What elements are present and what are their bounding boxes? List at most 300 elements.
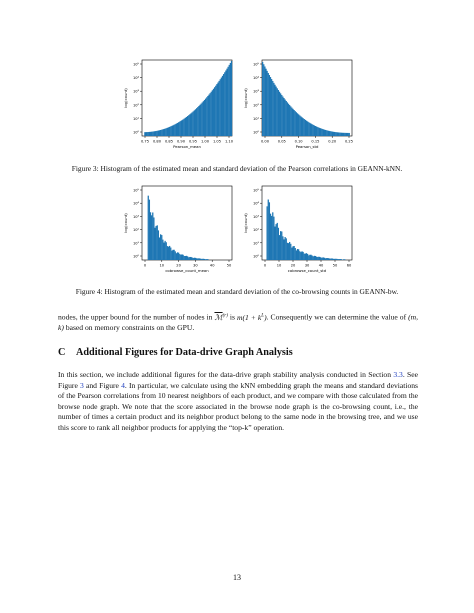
- histogram-bar: [162, 129, 163, 136]
- histogram-bar: [308, 122, 309, 136]
- histogram-bar: [168, 247, 169, 260]
- x-tick-label: 0.00: [260, 139, 270, 144]
- histogram-bar: [333, 259, 334, 260]
- histogram-bar: [348, 133, 349, 136]
- histogram-bar: [177, 252, 178, 260]
- histogram-bar: [211, 92, 212, 136]
- histogram-bar: [203, 101, 204, 136]
- y-tick-label: 10⁰: [252, 130, 259, 135]
- y-tick-label: 10⁴: [252, 76, 259, 81]
- x-tick-label: 1.10: [224, 139, 234, 144]
- y-tick-label: 10²: [252, 228, 259, 233]
- histogram-bar: [300, 116, 301, 136]
- histogram-bar: [187, 256, 188, 260]
- histogram-bar: [149, 132, 150, 136]
- histogram-bar: [312, 124, 313, 136]
- section-title: Additional Figures for Data-drive Graph Analysis: [76, 347, 293, 358]
- histogram-bar: [288, 104, 289, 136]
- histogram-bar: [310, 124, 311, 136]
- histogram-bar: [346, 133, 347, 136]
- histogram-bar: [196, 258, 197, 260]
- histogram-bar: [280, 93, 281, 136]
- histogram-bar: [310, 255, 311, 260]
- histogram-bar: [319, 128, 320, 136]
- histogram-bar: [288, 243, 289, 260]
- histogram-bar: [170, 126, 171, 136]
- histogram-bar: [323, 129, 324, 136]
- histogram-bar: [300, 252, 301, 260]
- histogram-bar: [305, 120, 306, 136]
- x-tick-label: 0.75: [140, 139, 150, 144]
- histogram-bar: [279, 92, 280, 136]
- histogram-bar: [154, 228, 155, 260]
- histogram-bar: [186, 117, 187, 136]
- x-axis-label: Pearson_mean: [173, 144, 201, 149]
- figure3-ref-link[interactable]: 3: [80, 380, 84, 390]
- section-ref-link[interactable]: 3.3: [393, 370, 403, 379]
- histogram-bar: [167, 128, 168, 136]
- y-tick-label: 10⁰: [252, 254, 259, 259]
- histogram-bar: [223, 74, 224, 136]
- histogram-bar: [175, 251, 176, 260]
- y-tick-label: 10²: [132, 103, 139, 108]
- histogram-bar: [278, 90, 279, 136]
- histogram-bar: [152, 212, 153, 260]
- x-tick-label: 10: [159, 263, 165, 268]
- histogram-bar: [324, 258, 325, 260]
- y-tick-label: 10⁴: [132, 76, 139, 81]
- histogram-bar: [197, 107, 198, 136]
- histogram-bar: [189, 257, 190, 260]
- y-tick-label: 10⁴: [252, 201, 259, 206]
- y-axis-label: log(count): [243, 213, 248, 233]
- histogram-bar: [205, 99, 206, 136]
- histogram-bar: [335, 259, 336, 260]
- histogram-bar: [172, 125, 173, 136]
- histogram-bar: [325, 258, 326, 260]
- histogram-bar: [156, 226, 157, 260]
- histogram-bar: [188, 257, 189, 260]
- histogram-bar: [208, 95, 209, 136]
- histogram-bar: [192, 112, 193, 136]
- histogram-bar: [292, 246, 293, 260]
- histogram-bar: [149, 200, 150, 260]
- page-number: 13: [233, 573, 241, 582]
- histogram-bar: [344, 133, 345, 136]
- histogram-bar: [273, 83, 274, 136]
- histogram-bar: [193, 111, 194, 136]
- histogram-bar: [295, 248, 296, 260]
- histogram-bar: [326, 258, 327, 260]
- histogram-bar: [219, 81, 220, 136]
- section-heading: [58, 347, 293, 358]
- histogram-bar: [158, 131, 159, 136]
- histogram-bar: [326, 130, 327, 136]
- histogram-bar: [340, 259, 341, 260]
- histogram-bar: [287, 243, 288, 260]
- histogram-bar: [179, 254, 180, 260]
- histogram-bar: [323, 257, 324, 260]
- histogram-bar: [308, 255, 309, 260]
- histogram-bar: [274, 85, 275, 136]
- histogram-bar: [150, 132, 151, 136]
- x-tick-label: 40: [318, 263, 324, 268]
- histogram-bar: [207, 259, 208, 260]
- histogram-bar: [198, 258, 199, 260]
- histogram-bar: [270, 77, 271, 136]
- x-tick-label: 0: [263, 263, 267, 268]
- histogram-bar: [282, 97, 283, 136]
- histogram-bar: [197, 258, 198, 260]
- histogram-bar: [299, 251, 300, 260]
- histogram-bar: [281, 231, 282, 260]
- histogram-bar: [331, 131, 332, 136]
- histogram-bar: [169, 246, 170, 260]
- histogram-bar: [204, 100, 205, 136]
- x-tick-label: 10: [276, 263, 282, 268]
- histogram-bar: [299, 115, 300, 136]
- histogram-bar: [180, 121, 181, 136]
- histogram-bar: [159, 130, 160, 136]
- histogram-bar: [279, 235, 280, 260]
- x-tick-label: 1.05: [212, 139, 222, 144]
- histogram-bar: [195, 258, 196, 260]
- histogram-bar: [148, 132, 149, 136]
- histogram-bar: [281, 95, 282, 136]
- histogram-bar: [184, 119, 185, 136]
- histogram-bar: [343, 133, 344, 136]
- histogram-bar: [165, 241, 166, 260]
- histogram-bar: [283, 98, 284, 136]
- histogram-bar: [152, 132, 153, 136]
- histogram-bar: [282, 236, 283, 260]
- histogram-bar: [203, 259, 204, 260]
- y-axis-label: log(count): [123, 88, 128, 108]
- histogram-bar: [296, 112, 297, 136]
- histogram-bar: [175, 124, 176, 136]
- y-tick-label: 10¹: [132, 241, 139, 246]
- histogram-bar: [160, 130, 161, 136]
- figure4-ref-link[interactable]: 4: [121, 380, 125, 390]
- histogram-bar: [285, 237, 286, 260]
- histogram-bar: [172, 250, 173, 260]
- histogram-bar: [185, 256, 186, 260]
- histogram-bar: [184, 256, 185, 260]
- histogram-bar: [190, 113, 191, 136]
- histogram-bar: [151, 132, 152, 136]
- x-tick-label: 0.90: [176, 139, 186, 144]
- histogram-bar: [171, 251, 172, 260]
- histogram-bar: [339, 132, 340, 136]
- histogram-bar: [215, 86, 216, 136]
- histogram-bar: [214, 87, 215, 136]
- histogram-bar: [202, 102, 203, 136]
- histogram-bar: [193, 258, 194, 260]
- histogram-bar: [166, 242, 167, 260]
- histogram-bar: [317, 257, 318, 260]
- histogram-bar: [333, 132, 334, 136]
- histogram-bar: [290, 244, 291, 260]
- histogram-bar: [309, 123, 310, 136]
- histogram-bar: [292, 109, 293, 136]
- histogram-bar: [178, 253, 179, 260]
- histogram-bar: [177, 123, 178, 136]
- histogram-bar: [183, 119, 184, 136]
- histogram-bar: [179, 122, 180, 136]
- histogram-bar: [280, 231, 281, 260]
- histogram-bar: [180, 255, 181, 260]
- histogram-bar: [334, 132, 335, 136]
- histogram-bar: [303, 252, 304, 260]
- histogram-bar: [337, 132, 338, 136]
- x-tick-label: 0.85: [164, 139, 174, 144]
- histogram-bar: [314, 256, 315, 260]
- x-tick-label: 60: [346, 263, 352, 268]
- histogram-bar: [289, 242, 290, 260]
- histogram-bar: [267, 206, 268, 260]
- histogram-bar: [305, 254, 306, 260]
- histogram-bar: [201, 259, 202, 260]
- histogram-bar: [268, 73, 269, 136]
- y-tick-label: 10⁵: [132, 62, 139, 67]
- histogram-bar: [231, 61, 232, 136]
- histogram-bar: [156, 131, 157, 136]
- x-tick-label: 50: [226, 263, 232, 268]
- histogram-bar: [224, 72, 225, 136]
- histogram-bar: [332, 258, 333, 260]
- histogram-bar: [176, 253, 177, 260]
- histogram-bar: [341, 259, 342, 260]
- histogram-bar: [313, 256, 314, 260]
- histogram-bar: [194, 258, 195, 260]
- histogram-bar: [150, 212, 151, 260]
- histogram-bar: [174, 125, 175, 136]
- histogram-bar: [322, 129, 323, 136]
- x-tick-label: 0.10: [294, 139, 303, 144]
- histogram-bar: [304, 254, 305, 260]
- y-tick-label: 10⁴: [132, 201, 139, 206]
- histogram-bar: [314, 125, 315, 136]
- histogram-bar: [290, 106, 291, 136]
- histogram-bar: [201, 104, 202, 136]
- histogram-bar: [187, 116, 188, 136]
- histogram-bar: [207, 96, 208, 136]
- histogram-bar: [271, 79, 272, 136]
- histogram-bar: [157, 131, 158, 136]
- histogram-bar: [315, 256, 316, 260]
- histogram-bar: [204, 259, 205, 260]
- histogram-bar: [186, 256, 187, 260]
- histogram-bar: [145, 132, 146, 136]
- histogram-bar: [190, 257, 191, 260]
- histogram-bar: [306, 253, 307, 260]
- x-tick-label: 0.80: [152, 139, 162, 144]
- histogram-bar: [297, 113, 298, 136]
- histogram-bar: [332, 132, 333, 136]
- histogram-bar: [205, 259, 206, 260]
- histogram-bar: [267, 71, 268, 136]
- x-tick-label: 20: [290, 263, 296, 268]
- histogram-bar: [148, 196, 149, 260]
- histogram-bar: [269, 75, 270, 136]
- histogram-bar: [210, 93, 211, 136]
- histogram-bar: [274, 227, 275, 260]
- histogram-bar: [269, 202, 270, 260]
- y-tick-label: 10³: [132, 214, 139, 219]
- histogram-bar: [226, 69, 227, 136]
- histogram-bar: [163, 243, 164, 260]
- histogram-bar: [262, 62, 263, 136]
- histogram-bar: [268, 200, 269, 260]
- y-tick-label: 10²: [132, 228, 139, 233]
- histogram-bar: [158, 230, 159, 260]
- histogram-bar: [291, 108, 292, 136]
- histogram-bar: [294, 110, 295, 136]
- histogram-bar: [265, 69, 266, 136]
- histogram-bar: [196, 108, 197, 136]
- histogram-bar: [336, 259, 337, 260]
- histogram-bar: [335, 132, 336, 136]
- histogram-bar: [317, 127, 318, 136]
- histogram-bar: [349, 133, 350, 136]
- histogram-bar: [165, 129, 166, 136]
- histogram-bar: [212, 90, 213, 136]
- histogram-bar: [286, 101, 287, 136]
- histogram-bar: [157, 225, 158, 260]
- histogram-bar: [312, 256, 313, 260]
- y-axis-label: log(count): [243, 88, 248, 108]
- histogram-bar: [339, 259, 340, 260]
- figure3-right-histogram: [238, 56, 360, 156]
- histogram-bar: [222, 76, 223, 136]
- histogram-bar: [321, 258, 322, 260]
- histogram-bar: [287, 102, 288, 136]
- histogram-bar: [185, 118, 186, 136]
- histogram-bar: [220, 79, 221, 136]
- histogram-bar: [206, 97, 207, 136]
- histogram-bar: [330, 259, 331, 260]
- histogram-bar: [295, 111, 296, 136]
- y-tick-label: 10⁵: [132, 188, 139, 193]
- histogram-bar: [289, 105, 290, 136]
- histogram-bar: [316, 257, 317, 260]
- histogram-bar: [160, 234, 161, 260]
- histogram-bar: [325, 130, 326, 136]
- histogram-bar: [225, 70, 226, 136]
- histogram-bar: [264, 66, 265, 136]
- histogram-bar: [199, 105, 200, 136]
- histogram-bar: [213, 89, 214, 136]
- figure3-left-histogram: [118, 56, 240, 156]
- histogram-bar: [168, 127, 169, 136]
- y-tick-label: 10³: [252, 89, 259, 94]
- histogram-bar: [198, 106, 199, 136]
- x-tick-label: 20: [176, 263, 181, 268]
- histogram-bar: [147, 132, 148, 136]
- histogram-bar: [154, 131, 155, 136]
- math-M: ℳ$^{(r)}$: [214, 312, 228, 322]
- y-tick-label: 10⁰: [132, 130, 139, 135]
- histogram-bar: [166, 128, 167, 136]
- y-tick-label: 10¹: [252, 116, 259, 121]
- histogram-bar: [298, 249, 299, 260]
- histogram-bar: [303, 118, 304, 136]
- histogram-bar: [161, 235, 162, 260]
- histogram-bar: [202, 259, 203, 260]
- histogram-bar: [328, 131, 329, 136]
- histogram-bar: [174, 250, 175, 260]
- histogram-bar: [183, 255, 184, 260]
- histogram-bar: [307, 121, 308, 136]
- histogram-bar: [296, 250, 297, 260]
- x-tick-label: 0: [143, 263, 147, 268]
- histogram-bar: [153, 131, 154, 136]
- histogram-bar: [170, 248, 171, 260]
- figure3-caption: Figure 3: Histogram of the estimated mean and standard deviation of the Pearson correlations in GEANN-kNN.: [71, 164, 403, 173]
- histogram-bar: [263, 64, 264, 136]
- histogram-bar: [194, 110, 195, 136]
- y-tick-label: 10⁰: [132, 254, 139, 259]
- histogram-bar: [169, 127, 170, 136]
- histogram-bar: [319, 257, 320, 260]
- histogram-bar: [307, 254, 308, 260]
- histogram-bar: [306, 121, 307, 136]
- histogram-bar: [316, 127, 317, 136]
- x-tick-label: 30: [193, 263, 198, 268]
- histogram-bar: [162, 240, 163, 260]
- paragraph-section-c: In this section, we include additional figures for the data-drive graph stability analysis conducted in Section 3.3. See Figure 3 and Figure 4. In particular, we calculate using the kNN embedding graph the means and standard deviations of the Pearson correlations from 10 nearest neighbors of each product, and we compare with those calculated from the browse node graph. We note that the score associated in the browse node graph is the co-browsing count, i.e., the number of times a certain product and its neighbor product belong to the same node in the browsing tree, and we use this score to rank all neighbor products for applying the “top-k” operation.: [58, 370, 418, 432]
- histogram-bar: [327, 131, 328, 136]
- histogram-bar: [298, 114, 299, 136]
- x-tick-label: 0.05: [277, 139, 286, 144]
- histogram-bar: [343, 259, 344, 260]
- histogram-bar: [301, 251, 302, 260]
- histogram-bar: [318, 128, 319, 136]
- histogram-bar: [188, 115, 189, 136]
- histogram-bar: [228, 67, 229, 136]
- histogram-bar: [330, 131, 331, 136]
- histogram-bar: [171, 126, 172, 136]
- histogram-bar: [161, 130, 162, 136]
- y-tick-label: 10³: [132, 89, 139, 94]
- x-tick-label: 30: [304, 263, 310, 268]
- x-axis-label: cobrowse_count_mean: [165, 268, 209, 273]
- histogram-bar: [272, 81, 273, 136]
- histogram-bar: [229, 65, 230, 136]
- histogram-bar: [324, 130, 325, 136]
- y-axis-label: log(count): [123, 213, 128, 233]
- histogram-bar: [159, 237, 160, 260]
- histogram-bar: [192, 257, 193, 260]
- figure4-right-histogram: [238, 182, 360, 280]
- histogram-bar: [195, 109, 196, 136]
- histogram-bar: [340, 133, 341, 136]
- histogram-bar: [315, 126, 316, 136]
- histogram-bar: [270, 214, 271, 260]
- histogram-bar: [178, 122, 179, 136]
- x-tick-label: 50: [332, 263, 338, 268]
- histogram-bar: [163, 129, 164, 136]
- histogram-bar: [181, 254, 182, 260]
- histogram-bar: [151, 215, 152, 260]
- histogram-bar: [322, 258, 323, 260]
- x-tick-label: 0.95: [188, 139, 198, 144]
- histogram-bar: [199, 258, 200, 260]
- x-tick-label: 0.20: [328, 139, 337, 144]
- x-tick-label: 0.25: [344, 139, 354, 144]
- histogram-bar: [283, 239, 284, 260]
- figure4-left-histogram: [118, 182, 240, 280]
